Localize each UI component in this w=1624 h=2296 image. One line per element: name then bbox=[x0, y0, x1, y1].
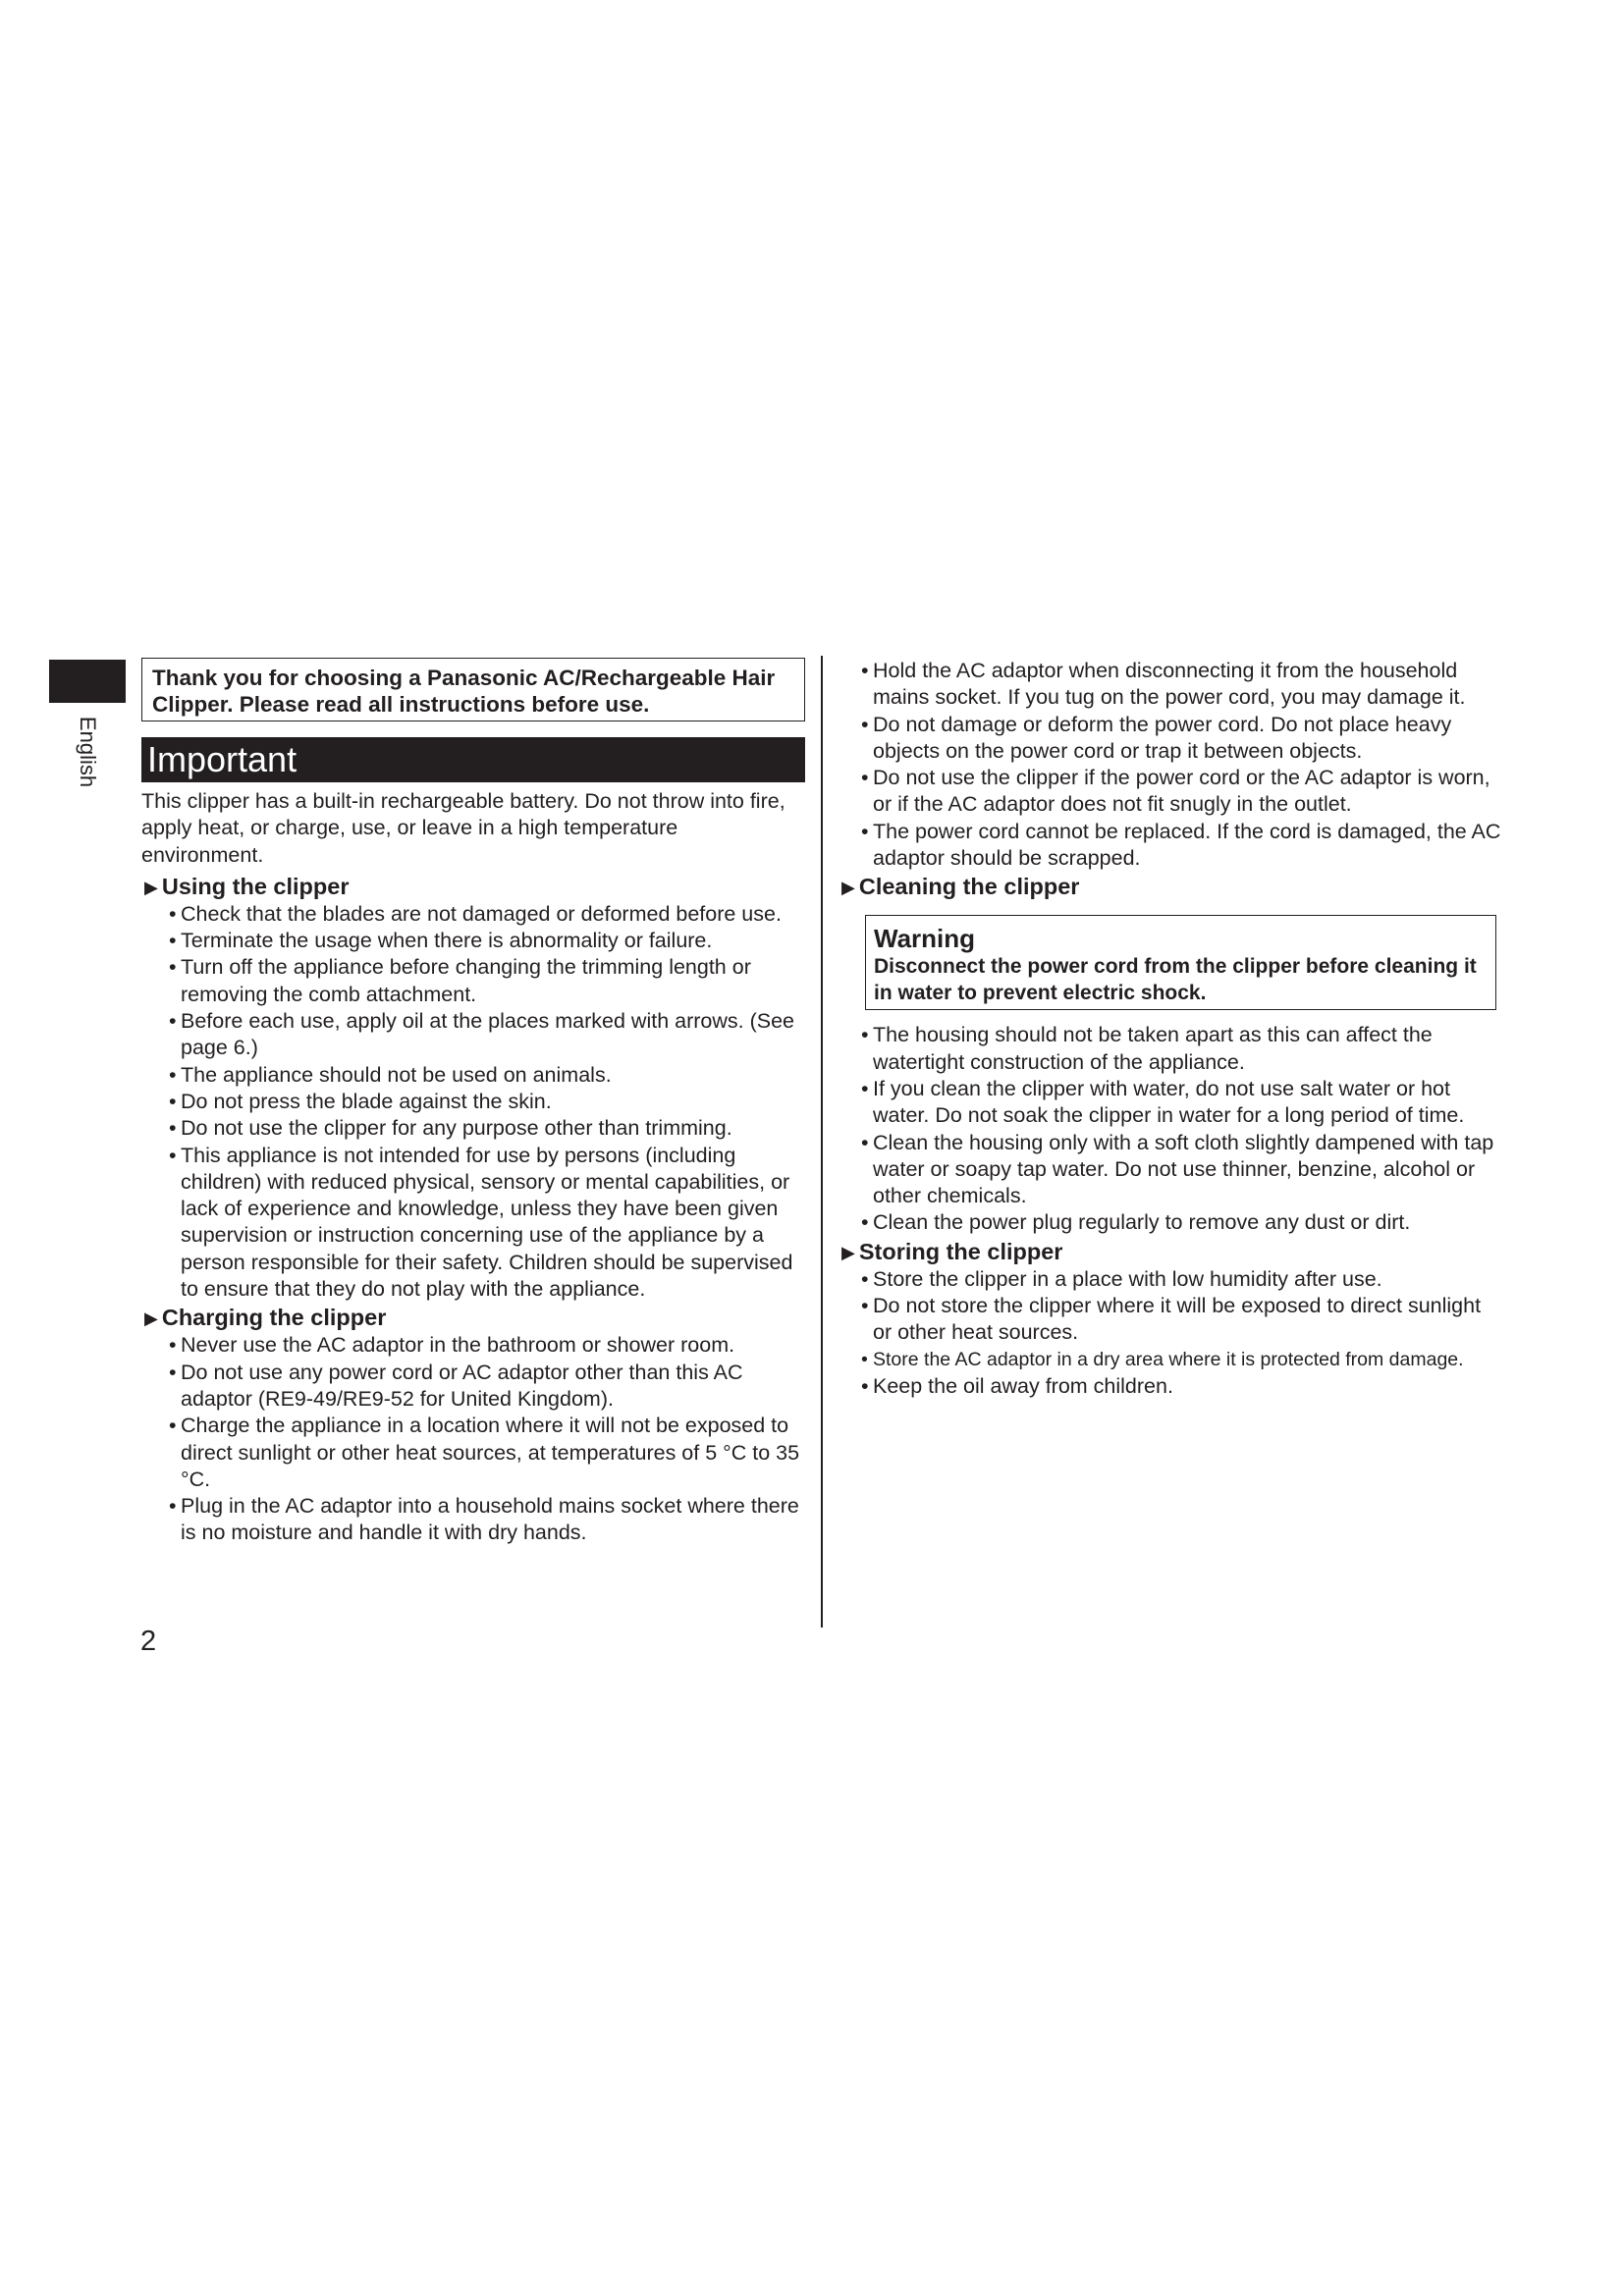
page-number: 2 bbox=[140, 1626, 157, 1657]
list-item: • Do not use the clipper for any purpose other than trimming. bbox=[169, 1115, 805, 1142]
right-column bbox=[841, 658, 1502, 1400]
language-tab-marker bbox=[49, 660, 126, 703]
charging-list-continued bbox=[841, 658, 1502, 872]
list-item: • Clean the power plug regularly to remove any dust or dirt. bbox=[861, 1209, 1502, 1236]
charging-heading bbox=[141, 1304, 805, 1332]
list-item: • Do not store the clipper where it will be exposed to direct sunlight or other heat sources. bbox=[861, 1293, 1502, 1347]
important-intro: This clipper has a built-in rechargeable battery. Do not throw into fire, apply heat, or charge, use, or leave in a high temperature environment. bbox=[141, 789, 785, 867]
warning-box bbox=[865, 915, 1496, 1010]
left-column bbox=[141, 658, 805, 1547]
column-divider bbox=[821, 656, 823, 1628]
triangle-arrow-icon: ▶ bbox=[144, 877, 158, 897]
using-heading-text: Using the clipper bbox=[161, 873, 350, 899]
triangle-arrow-icon: ▶ bbox=[841, 1242, 855, 1262]
list-item: • Store the clipper in a place with low humidity after use. bbox=[861, 1266, 1502, 1293]
list-item: • The appliance should not be used on animals. bbox=[169, 1062, 805, 1089]
charging-heading-text: Charging the clipper bbox=[161, 1305, 387, 1331]
list-item: • Plug in the AC adaptor into a household mains socket where there is no moisture and handle it with dry hands. bbox=[169, 1493, 805, 1547]
list-item: • Do not damage or deform the power cord. Do not place heavy objects on the power cord or trap it between objects. bbox=[861, 712, 1502, 766]
storing-heading bbox=[841, 1238, 1502, 1266]
warning-title: Warning bbox=[874, 924, 976, 954]
warning-text: Disconnect the power cord from the clipper before cleaning it in water to prevent electric shock. bbox=[874, 955, 1477, 1005]
list-item: • This appliance is not intended for use by persons (including children) with reduced physical, sensory or mental capabilities, or lack of experience and knowledge, unless they have been given supervision or instruction concerning use of the appliance by a person responsible for their safety. Children should be supervised to ensure that they do not play with the appliance. bbox=[169, 1143, 805, 1304]
list-item: • Keep the oil away from children. bbox=[861, 1373, 1502, 1400]
list-item: • If you clean the clipper with water, do not use salt water or hot water. Do not soak the clipper in water for a long period of time. bbox=[861, 1076, 1502, 1130]
thanks-box bbox=[141, 658, 805, 721]
list-item: • Never use the AC adaptor in the bathroom or shower room. bbox=[169, 1332, 805, 1359]
list-item: • Check that the blades are not damaged or deformed before use. bbox=[169, 901, 805, 928]
list-item: • Before each use, apply oil at the places marked with arrows. (See page 6.) bbox=[169, 1008, 805, 1062]
list-item: • Do not press the blade against the skin. bbox=[169, 1089, 805, 1115]
cleaning-heading bbox=[841, 873, 1502, 901]
triangle-arrow-icon: ▶ bbox=[144, 1308, 158, 1329]
using-heading bbox=[141, 873, 805, 901]
list-item: • Clean the housing only with a soft cloth slightly dampened with tap water or soapy tap water. Do not use thinner, benzine, alcohol or other chemicals. bbox=[861, 1130, 1502, 1210]
language-label: English bbox=[76, 716, 100, 788]
list-item: • Store the AC adaptor in a dry area where it is protected from damage. bbox=[861, 1347, 1502, 1373]
list-item: • The power cord cannot be replaced. If the cord is damaged, the AC adaptor should be scrapped. bbox=[861, 819, 1502, 873]
triangle-arrow-icon: ▶ bbox=[841, 878, 855, 898]
list-item: • Hold the AC adaptor when disconnecting it from the household mains socket. If you tug on the power cord, you may damage it. bbox=[861, 658, 1502, 712]
important-heading: Important bbox=[141, 737, 805, 782]
list-item: • Turn off the appliance before changing the trimming length or removing the comb attachment. bbox=[169, 954, 805, 1008]
storing-list bbox=[841, 1266, 1502, 1400]
storing-heading-text: Storing the clipper bbox=[858, 1238, 1063, 1264]
using-list bbox=[141, 901, 805, 1303]
list-item: • Terminate the usage when there is abnormality or failure. bbox=[169, 928, 805, 954]
list-item: • Do not use any power cord or AC adaptor other than this AC adaptor (RE9-49/RE9-52 for United Kingdom). bbox=[169, 1360, 805, 1414]
charging-list bbox=[141, 1332, 805, 1546]
list-item: • Do not use the clipper if the power cord or the AC adaptor is worn, or if the AC adaptor does not fit snugly in the outlet. bbox=[861, 765, 1502, 819]
cleaning-list bbox=[841, 1022, 1502, 1236]
cleaning-heading-text: Cleaning the clipper bbox=[858, 874, 1080, 900]
thanks-text: Thank you for choosing a Panasonic AC/Rechargeable Hair Clipper. Please read all instructions before use. bbox=[152, 666, 776, 717]
list-item: • The housing should not be taken apart as this can affect the watertight construction of the appliance. bbox=[861, 1022, 1502, 1076]
list-item: • Charge the appliance in a location where it will not be exposed to direct sunlight or other heat sources, at temperatures of 5 °C to 35 °C. bbox=[169, 1413, 805, 1493]
